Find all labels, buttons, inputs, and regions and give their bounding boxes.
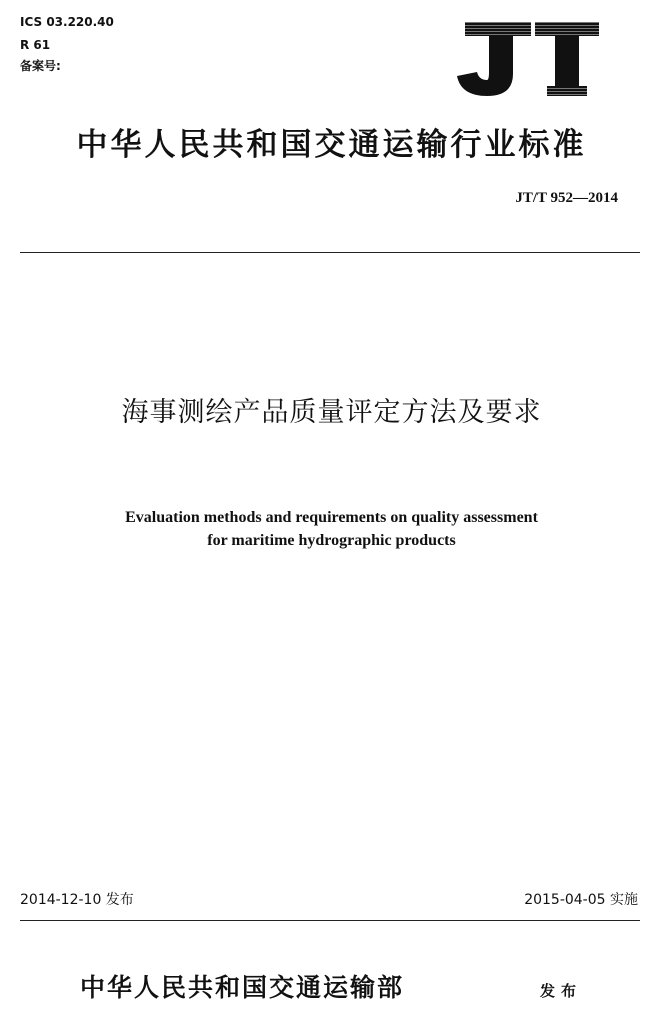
top-divider <box>20 252 640 253</box>
document-title-en-line1: Evaluation methods and requirements on quality assessment <box>125 509 538 526</box>
issuing-authority: 中华人民共和国交通运输部 <box>80 973 405 1002</box>
issue-label: 发布 <box>540 982 583 1000</box>
record-number-label: 备案号: <box>20 59 61 73</box>
ics-code: ICS 03.220.40 <box>20 15 114 29</box>
bottom-divider <box>20 920 640 921</box>
document-title-en <box>0 506 663 552</box>
standard-number: JT/T 952—2014 <box>515 190 618 206</box>
publish-date: 2014-12-10 发布 <box>20 892 134 908</box>
jt-logo-icon <box>455 22 600 98</box>
document-title-en-line2: for maritime hydrographic products <box>207 532 456 549</box>
implementation-date: 2015-04-05 实施 <box>524 892 638 908</box>
standard-category-title: 中华人民共和国交通运输行业标准 <box>76 127 587 163</box>
document-title-zh: 海事测绘产品质量评定方法及要求 <box>121 397 542 428</box>
classification-code: R 61 <box>20 38 51 52</box>
